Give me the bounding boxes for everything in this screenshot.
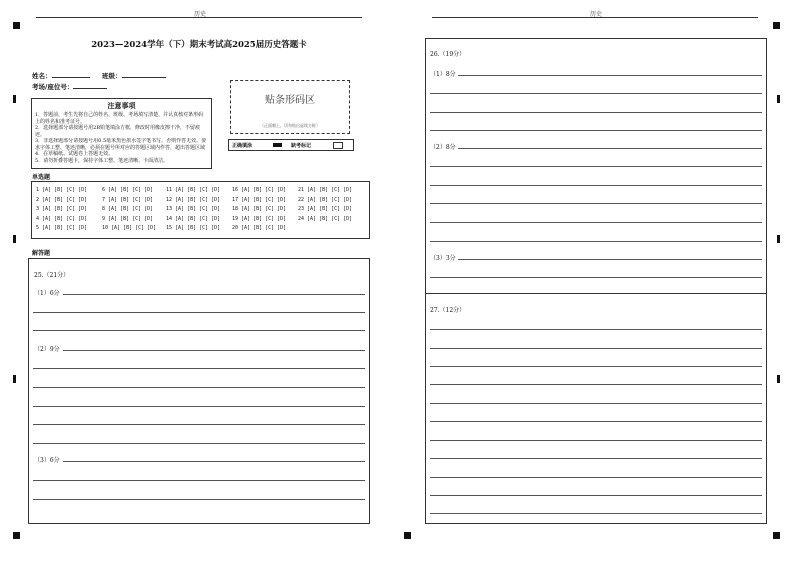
mcq-question-16[interactable]: 16 [A] [B] [C] [D]	[232, 187, 287, 193]
q25-answer-box	[28, 258, 370, 524]
q25-answer-line[interactable]	[33, 368, 365, 369]
notice-item: 3．非选择题部分请按题号用0.5毫米黑色墨水签字笔书写，否则作答无效。要求字体工整、笔迹清晰，必须在题号所对应的答题区域内作答，超出答题区域	[35, 138, 207, 151]
q26-answer-line[interactable]	[430, 166, 762, 167]
room-seat-label: 考场/座位号：	[32, 83, 74, 91]
q26-answer-line[interactable]	[430, 93, 762, 94]
corner-mark-tr	[773, 22, 780, 29]
mcq-question-3[interactable]: 3 [A] [B] [C] [D]	[36, 206, 88, 213]
mcq-question-20[interactable]: 20 [A] [B] [C] [D]	[232, 225, 287, 232]
name-label: 姓名：	[32, 72, 52, 80]
q26-part3-label: （3）3分	[430, 255, 456, 262]
q25-answer-line[interactable]	[33, 387, 365, 388]
mcq-question-24[interactable]: 24 [A] [B] [C] [D]	[298, 215, 353, 222]
room-seat-field[interactable]	[32, 82, 107, 91]
left-header-subject: 历史	[193, 11, 206, 18]
mcq-question-13[interactable]: 13 [A] [B] [C] [D]	[166, 206, 221, 213]
corner-mark-tl	[13, 22, 20, 29]
q25-answer-line[interactable]	[33, 443, 365, 444]
mcq-box	[31, 181, 370, 239]
mcq-question-12[interactable]: 12 [A] [B] [C] [D]	[166, 196, 221, 203]
q25-answer-line[interactable]	[33, 312, 365, 313]
q25-answer-line[interactable]	[33, 424, 365, 425]
fill-example-box	[228, 139, 354, 151]
q27-answer-line[interactable]	[430, 495, 762, 496]
q26-answer-line[interactable]	[430, 277, 762, 278]
name-field[interactable]	[32, 71, 90, 80]
q25-answer-line[interactable]	[33, 406, 365, 407]
timing-mark	[777, 375, 780, 383]
q27-answer-line[interactable]	[430, 477, 762, 478]
q27-answer-line[interactable]	[430, 458, 762, 459]
q27-answer-box	[425, 293, 767, 524]
timing-mark	[777, 95, 780, 103]
essay-section-label: 解答题	[32, 250, 51, 257]
correct-fill-label: 正确填涂	[232, 143, 253, 149]
timing-mark	[777, 235, 780, 243]
q27-answer-line[interactable]	[430, 348, 762, 349]
barcode-area	[230, 80, 350, 134]
notice-item: 4．在草稿纸、试题卷上答题无效。	[35, 151, 114, 157]
correct-fill-sample	[273, 143, 282, 147]
barcode-note: （正面朝上，切勿贴出虚线方框）	[260, 123, 320, 128]
q25-answer-line[interactable]	[33, 499, 365, 500]
q26-title: 26.（19分）	[430, 51, 466, 58]
mcq-question-1[interactable]: 1 [A] [B] [C] [D]	[36, 187, 88, 193]
notice-item: 5．请勿折叠答题卡，保持字体工整、笔迹清晰、卡面清洁。	[35, 157, 169, 164]
right-header-subject: 历史	[589, 11, 602, 18]
mcq-question-14[interactable]: 14 [A] [B] [C] [D]	[166, 215, 221, 222]
mcq-question-5[interactable]: 5 [A] [B] [C] [D]	[36, 225, 88, 232]
q25-title: 25.（21分）	[34, 272, 70, 279]
right-header-line	[432, 17, 758, 18]
class-field[interactable]	[102, 71, 166, 80]
q27-answer-line[interactable]	[430, 403, 762, 404]
left-header-line	[36, 17, 362, 18]
class-label: 班级：	[102, 72, 122, 80]
q26-answer-line[interactable]	[430, 130, 762, 131]
q25-answer-line[interactable]	[63, 294, 365, 295]
q27-answer-line[interactable]	[430, 384, 762, 385]
q26-part1-label: （1）8分	[430, 71, 456, 78]
q25-part1-label: （1）6分	[34, 290, 60, 297]
q25-part2-label: （2）9分	[34, 346, 60, 353]
mcq-question-10[interactable]: 10 [A] [B] [C] [D]	[102, 225, 157, 232]
absent-mark-checkbox[interactable]	[333, 142, 343, 149]
q26-part2-label: （2）8分	[430, 144, 456, 151]
mcq-question-8[interactable]: 8 [A] [B] [C] [D]	[102, 206, 154, 213]
mcq-question-21[interactable]: 21 [A] [B] [C] [D]	[298, 187, 353, 193]
q26-answer-line[interactable]	[430, 185, 762, 186]
timing-mark	[13, 375, 16, 383]
mcq-question-4[interactable]: 4 [A] [B] [C] [D]	[36, 215, 88, 222]
q25-answer-line[interactable]	[33, 480, 365, 481]
q26-answer-line[interactable]	[430, 241, 762, 242]
mcq-question-22[interactable]: 22 [A] [B] [C] [D]	[298, 196, 353, 203]
notice-item: 1．答题前，考生先将自己的姓名、班级、考场填写清楚，并认真核对条形码上的姓名和准考证号。	[35, 112, 204, 125]
timing-mark	[13, 235, 16, 243]
mcq-question-6[interactable]: 6 [A] [B] [C] [D]	[102, 187, 154, 193]
q27-answer-line[interactable]	[430, 329, 762, 330]
mcq-question-18[interactable]: 18 [A] [B] [C] [D]	[232, 206, 287, 213]
q25-answer-line[interactable]	[33, 330, 365, 331]
mcq-question-7[interactable]: 7 [A] [B] [C] [D]	[102, 196, 154, 203]
q25-part3-label: （3）6分	[34, 457, 60, 464]
mcq-question-19[interactable]: 19 [A] [B] [C] [D]	[232, 215, 287, 222]
q27-answer-line[interactable]	[430, 440, 762, 441]
mcq-question-2[interactable]: 2 [A] [B] [C] [D]	[36, 196, 88, 203]
corner-mark-bl	[13, 532, 20, 539]
q26-answer-line[interactable]	[430, 203, 762, 204]
timing-mark	[13, 95, 16, 103]
q27-answer-line[interactable]	[430, 366, 762, 367]
q25-answer-line[interactable]	[63, 350, 365, 351]
q26-answer-line[interactable]	[458, 75, 762, 76]
notice-item: 2．选择题部分请按题号用2B铅笔填涂方框，修改时用橡皮擦干净，不留痕迹。	[35, 125, 201, 138]
notice-box	[31, 98, 212, 169]
corner-mark-br	[773, 532, 780, 539]
q27-answer-line[interactable]	[430, 513, 762, 514]
q26-answer-line[interactable]	[458, 259, 762, 260]
mcq-question-15[interactable]: 15 [A] [B] [C] [D]	[166, 225, 221, 232]
mcq-question-17[interactable]: 17 [A] [B] [C] [D]	[232, 196, 287, 203]
mcq-question-23[interactable]: 23 [A] [B] [C] [D]	[298, 206, 353, 213]
mcq-section-label: 单选题	[32, 174, 51, 181]
absent-mark-label: 缺考标记	[291, 143, 312, 149]
corner-mark-bm	[404, 532, 411, 539]
barcode-title: 贴条形码区	[265, 95, 315, 106]
mcq-question-11[interactable]: 11 [A] [B] [C] [D]	[166, 187, 221, 193]
q26-answer-line[interactable]	[430, 222, 762, 223]
q27-title: 27.（12分）	[430, 307, 466, 314]
q25-answer-line[interactable]	[63, 461, 365, 462]
q27-answer-line[interactable]	[430, 421, 762, 422]
mcq-question-9[interactable]: 9 [A] [B] [C] [D]	[102, 215, 154, 222]
q26-answer-line[interactable]	[430, 112, 762, 113]
notice-title: 注意事项	[107, 101, 136, 110]
q26-answer-line[interactable]	[458, 148, 762, 149]
page-title: 2023—2024学年（下）期末考试高2025届历史答题卡	[91, 40, 307, 50]
